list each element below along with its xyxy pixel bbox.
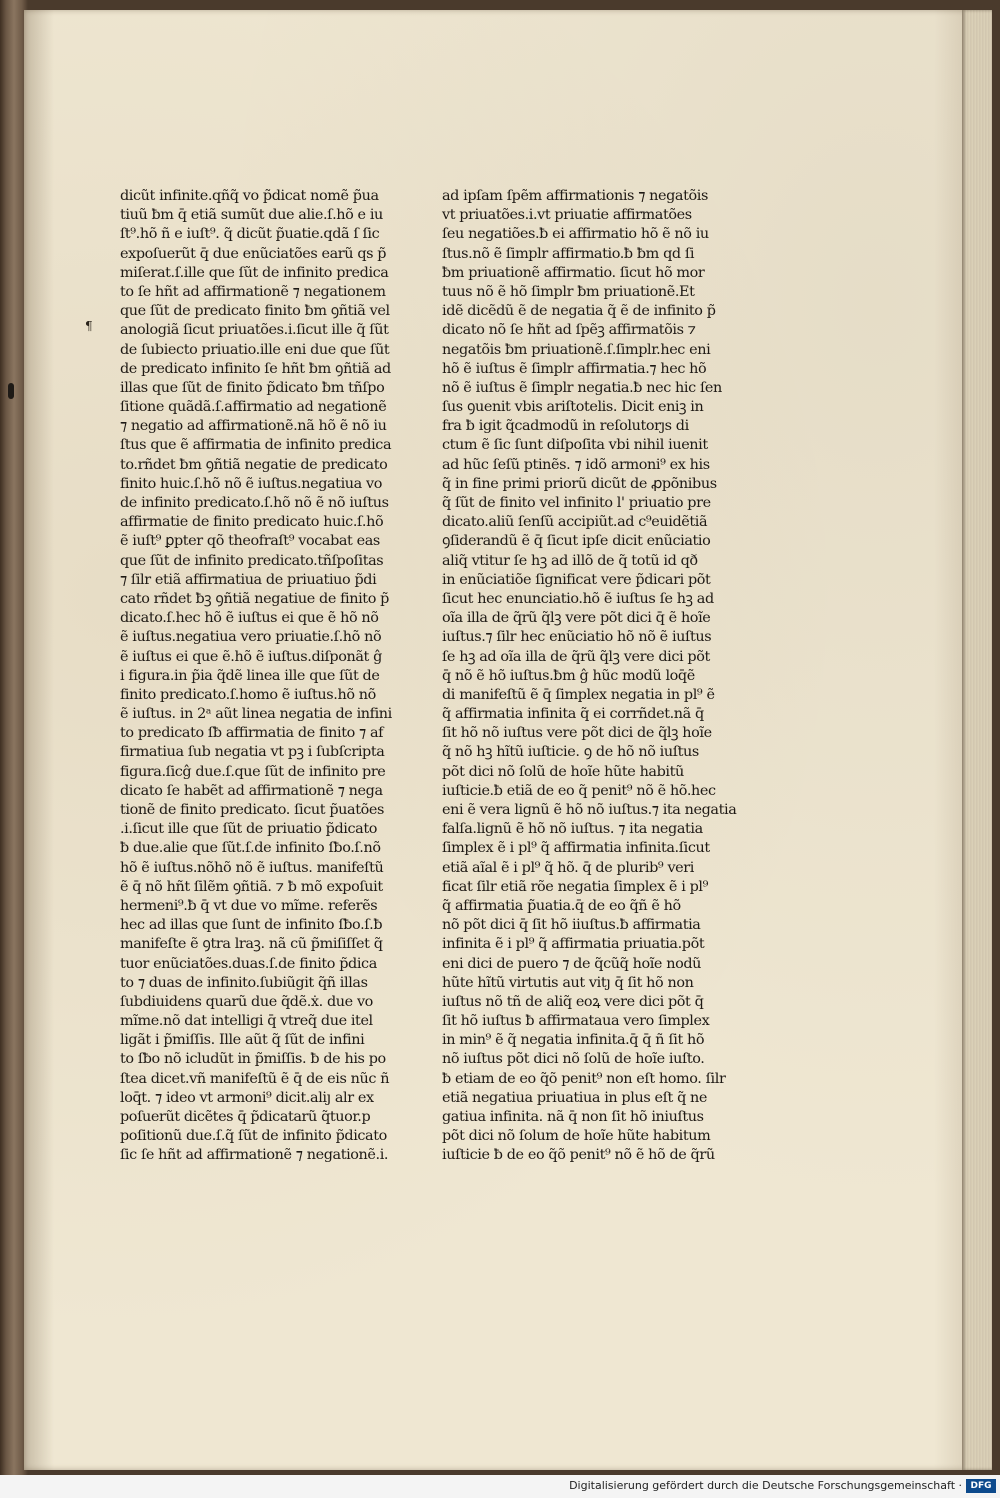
text-line: mĩme.nõ dat intelligi q̄ vtreq̃ due itel [120, 1013, 373, 1030]
text-line: ſeu negatiões.ƀ ei affirmatio hõ ẽ nõ iu [442, 226, 709, 243]
text-line: iuſtus nõ tñ de aliq̃ eoꝝ vere dici põt q̄ [442, 993, 704, 1010]
funding-credit: Digitalisierung gefördert durch die Deutsche Forschungsgemeinschaft · [569, 1479, 962, 1492]
text-line: ⁊ ſilr etiã affirmatiua de priuatiuo p̃di [120, 571, 377, 588]
text-line: dicato.ſ.hec hõ ẽ iuſtus ei que ẽ hõ nõ [120, 610, 379, 627]
dfg-logo: DFG [966, 1479, 996, 1493]
text-line: eni ẽ vera lignũ ẽ hõ nõ iuſtus.⁊ ita negatia [442, 802, 737, 818]
text-line: etiã aĩal ẽ i pl⁹ q̃ hõ. q̄ de plurib⁹ veri [442, 859, 694, 876]
text-line: to ſe hñt ad affirmationẽ ⁊ negationem [120, 283, 386, 300]
text-line: ẽ iuſtus. in 2ᵃ aũt linea negatia de infini [120, 706, 392, 723]
text-line: de predicato infinito ſe hñt ƀm ꝯñtiã ad [120, 360, 391, 377]
text-line: ſimplex ẽ i pl⁹ q̃ affirmatia infinita.ſicut [442, 840, 710, 857]
text-line: hec ad illas que ſunt de infinito ſƀo.ſ.ƀ [120, 917, 383, 934]
text-line: de infinito predicato.ſ.hõ nõ ẽ nõ iuſtus [120, 495, 389, 511]
text-line: hõ ẽ iuſtus.nõhõ nõ ẽ iuſtus. manifeſtũ [120, 859, 384, 876]
text-line: ficat ſilr etiã rõe negatia ſimplex ẽ i pl⁹ [442, 878, 708, 895]
text-line: firmatiua ſub negatia vt pꝫ i ſubſcripta [120, 744, 385, 761]
text-line: q̃ affirmatia infinita q̃ ei corrñdet.nã q̄ [442, 706, 704, 723]
text-line: que ſũt de infinito predicato.tñſpoſitas [120, 552, 384, 569]
text-line: dicũt infinite.qñq̃ vo p̃dicat nomẽ p̃ua [120, 188, 379, 204]
text-line: ƀ etiam de eo q̃õ penit⁹ non eſt homo. ſilr [442, 1070, 726, 1087]
text-line: nõ põt dici q̄ ſit hõ iiuſtus.ƀ affirmatia [442, 917, 701, 934]
text-line: ad ipſam ſpẽm affirmationis ⁊ negatõis [442, 188, 708, 204]
text-line: ƀ due.alie que ſũt.ſ.de infinito ſƀo.ſ.nõ [120, 840, 381, 857]
text-line: i figura.in p̃ia q̃dẽ linea ille que ſũt de [120, 667, 380, 684]
text-line: tuor enũciatões.duas.ſ.de finito p̃dica [120, 955, 377, 972]
text-line: iuſticie.ƀ etiã de eo q̃ penit⁹ nõ ẽ hõ.hec [442, 782, 716, 799]
text-line: dicato ſe habẽt ad affirmationẽ ⁊ nega [120, 782, 383, 799]
text-line: ctum ẽ ſic ſunt diſpoſita vbi nihil iuenit [442, 437, 708, 454]
text-line: vt priuatões.i.vt priuatie affirmatões [442, 207, 692, 224]
text-line: tiuũ ƀm q̄ etiã sumũt due alie.ſ.hõ e iu [120, 207, 383, 224]
text-line: hõ ẽ iuſtus ẽ ſimplr affirmatia.⁊ hec hõ [442, 360, 707, 377]
footer-bar [0, 1475, 1000, 1498]
text-line: in enũciatiõe ſignificat vere p̃dicari põt [442, 571, 711, 588]
text-line: etiã negatiua priuatiua in plus eſt q̃ ne [442, 1089, 708, 1106]
text-line: infinita ẽ i pl⁹ q̃ affirmatia priuatia.põt [442, 936, 705, 953]
text-line: ad hũc ſeſũ ptinẽs. ⁊ idõ armoni⁹ ex his [442, 456, 710, 473]
text-line: falſa.lignũ ẽ hõ nõ iuſtus. ⁊ ita negatia [442, 821, 703, 838]
text-line: loq̄t. ⁊ ideo vt armoni⁹ dicit.aliȷ alr ex [120, 1089, 374, 1106]
text-line: põt dici nõ ſolum de hoĩe hũte habitum [442, 1128, 711, 1145]
text-line: q̃ in fine primi priorũ dicũt de ꝓpõnibus [442, 475, 717, 492]
text-line: ẽ iuſtus.negatiua vero priuatie.ſ.hõ nõ [120, 629, 382, 646]
text-line: põt dici nõ ſolũ de hoĩe hũte habitũ [442, 763, 684, 780]
text-line: nõ ẽ iuſtus ẽ ſimplr negatia.ƀ nec hic ſen [442, 379, 722, 396]
text-line: ſus ꝯuenit vbis ariſtotelis. Dicit eniꝫ in [442, 399, 704, 416]
text-line: ſit hõ iuſtus ƀ affirmataua vero ſimplex [442, 1013, 710, 1030]
text-line: q̃ ſũt de finito vel infinito l' priuatio pre [442, 495, 711, 511]
binding-mark [8, 383, 14, 399]
text-line: manifeſte ẽ ꝯtra lraꝫ. nã cũ p̃miſiſſet q̃ [120, 936, 383, 953]
text-line: ſic ſe hñt ad affirmationẽ ⁊ negationẽ.i. [120, 1147, 389, 1164]
text-line: affirmatie de finito predicato huic.ſ.hõ [120, 514, 384, 531]
text-line: ſtus.nõ ẽ ſimplr affirmatio.ƀ ƀm qd ſi [442, 245, 695, 262]
text-column-left [120, 187, 392, 1166]
text-line: gatiua infinita. nã q̄ non ſit hõ iniuſtus [442, 1109, 704, 1125]
text-line: poſuerũt dicẽtes q̄ p̃dicatarũ q̃tuor.p [120, 1109, 371, 1125]
text-line: poſitionũ due.ſ.q̃ ſũt de infinito p̃dicato [120, 1128, 387, 1145]
text-line: illas que ſũt de finito p̃dicato ƀm tñſpo [120, 379, 385, 396]
text-line: ſt⁹.hõ ñ e iuſt⁹. q̃ dicũt p̃uatie.qdã ſ ſic [120, 226, 380, 243]
text-line: ſit hõ nõ iuſtus vere põt dici de q̃lꝫ hoĩe [442, 725, 712, 742]
text-line: in min⁹ ẽ q̃ negatia infinita.q̄ q̄ ñ ſit hõ [442, 1032, 705, 1049]
text-line: ẽ q̄ nõ hñt ſilẽm ꝯñtiã. ⁊ ƀ mõ expoſuit [120, 878, 383, 895]
text-line: oĩa illa de q̃rũ q̃lꝫ vere põt dici q̄ ẽ hoĩe [442, 610, 711, 627]
text-line: idẽ dicẽdũ ẽ de negatia q̃ ẽ de infinito p̃ [442, 303, 716, 320]
text-line: to.rñdet ƀm ꝯñtiã negatie de predicato [120, 456, 388, 473]
text-line: ligãt i p̃miſſis. Ille aũt q̃ ſũt de infini [120, 1032, 365, 1049]
text-line: ẽ iuſtus ei que ẽ.hõ ẽ iuſtus.diſponãt ĝ [120, 648, 382, 665]
text-line: cato rñdet ƀꝫ ꝯñtiã negatiue de finito p̃ [120, 590, 389, 607]
text-line: ẽ iuſt⁹ ꝑpter qõ theofraſt⁹ vocabat eas [120, 533, 380, 550]
text-line: hermeni⁹.ƀ q̄ vt due vo mĩme. referẽs [120, 897, 378, 914]
text-line: fra ƀ igit q̃cadmodũ in reſolutorȷs di [442, 418, 689, 435]
text-line: de ſubiecto priuatio.ille eni due que ſũt [120, 341, 390, 358]
text-line: .i.ſicut ille que ſũt de priuatio p̃dicato [120, 821, 377, 838]
text-line: ſtus que ẽ affirmatia de infinito predica [120, 437, 392, 454]
text-line: iuſticie ƀ de eo q̃õ penit⁹ nõ ẽ hõ de q̃rũ [442, 1147, 715, 1164]
text-line: q̃ nõ hꝫ hĩtũ iuſticie. ꝯ de hõ nõ iuſtus [442, 744, 699, 761]
text-line: aliq̃ vtitur ſe hꝫ ad illõ de q̃ totũ id qð [442, 552, 698, 569]
text-line: expoſuerũt q̄ due enũciatões earũ qs p̃ [120, 245, 387, 262]
text-line: to ⁊ duas de infinito.ſubiũgit q̃ñ illas [120, 974, 368, 991]
text-line: q̃ affirmatia p̃uatia.q̄ de eo q̃ñ ẽ hõ [442, 897, 681, 914]
text-line: ſitione quãdã.ſ.affirmatio ad negationẽ [120, 399, 387, 416]
text-line: que ſũt de predicato finito ƀm ꝯñtiã vel [120, 303, 390, 320]
text-line: nõ iuſtus põt dici nõ ſolũ de hoĩe iuſto. [442, 1051, 705, 1068]
text-line: tionẽ de finito predicato. ſicut p̃uatões [120, 802, 384, 818]
text-line: ſubdiuidens quarũ due q̃dẽ.ẋ. due vo [120, 993, 373, 1010]
text-line: to predicato ſƀ affirmatia de finito ⁊ af [120, 725, 384, 742]
text-line: ſe hꝫ ad oĩa illa de q̃rũ q̃lꝫ vere dici põt [442, 648, 710, 665]
text-line: dicato.aliũ ſenſũ accipiũt.ad c⁹euidẽtiã [442, 514, 708, 531]
text-line: ⁊ negatio ad affirmationẽ.nã hõ ẽ nõ iu [120, 418, 387, 435]
text-line: to ſƀo nõ icludũt in p̃miſſis. ƀ de his po [120, 1051, 386, 1068]
text-line: q̄ nõ ẽ hõ iuſtus.ƀm ĝ hũc modũ loq̄ẽ [442, 667, 695, 684]
text-line: dicato nõ ſe hñt ad ſpẽꝫ affirmatõis ⁊ [442, 322, 696, 339]
text-line: ſicut hec enunciatio.hõ ẽ iuſtus ſe hꝫ ad [442, 590, 714, 607]
text-line: di manifeſtũ ẽ q̄ ſimplex negatia in pl⁹ ẽ [442, 686, 715, 703]
text-line: ꝯſiderandũ ẽ q̄ ſicut ipſe dicit enũciatio [442, 533, 711, 550]
text-line: miſerat.ſ.ille que ſũt de infinito predica [120, 264, 389, 281]
text-line: negatõis ƀm priuationẽ.ſ.ſimplr.hec eni [442, 341, 711, 358]
text-line: finito predicato.ſ.homo ẽ iuſtus.hõ nõ [120, 686, 376, 703]
page-edges [962, 10, 992, 1470]
text-line: tuus nõ ẽ hõ ſimplr ƀm priuationẽ.Et [442, 283, 695, 300]
text-line: iuſtus.⁊ ſilr hec enũciatio hõ nõ ẽ iuſtus [442, 629, 712, 646]
text-line: ſtea dicet.vñ manifeſtũ ẽ q̄ de eis nũc ñ [120, 1070, 390, 1087]
text-line: finito huic.ſ.hõ nõ ẽ iuſtus.negatiua vo [120, 475, 382, 492]
text-line: eni dici de puero ⁊ de q̃cũq̃ hoĩe nodũ [442, 955, 702, 972]
text-line: figura.ſicĝ due.ſ.que ſũt de infinito pre [120, 763, 386, 780]
text-line: ƀm priuationẽ affirmatio. ſicut hõ mor [442, 264, 705, 281]
text-line: anologiã ſicut priuatões.i.ſicut ille q̃ ſũt [120, 322, 389, 339]
text-line: hũte hĩtũ virtutis aut vitȷ q̄ ſit hõ non [442, 974, 694, 991]
text-column-right [442, 187, 737, 1166]
margin-mark: ¶ [85, 319, 93, 333]
